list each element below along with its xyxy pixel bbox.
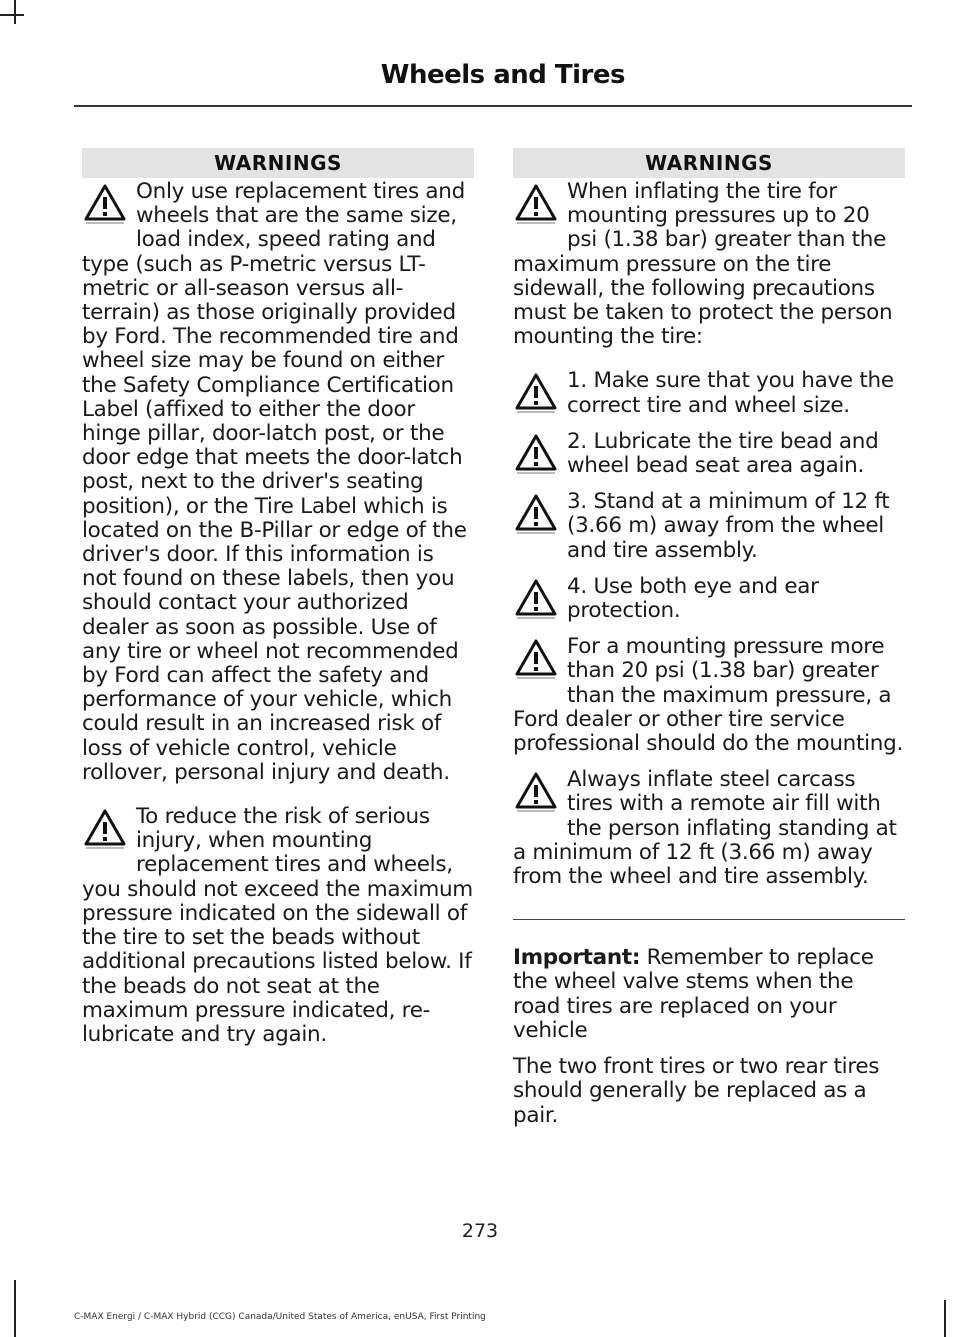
warning-triangle-icon <box>513 181 561 229</box>
header-divider <box>74 105 912 107</box>
warnings-heading: WARNINGS <box>82 148 474 178</box>
warning-triangle-icon <box>513 769 561 817</box>
warning-item <box>513 635 905 756</box>
warning-triangle-icon <box>82 181 130 229</box>
warning-text: To reduce the risk of serious injury, when mounting replacement tires and wheels, you should not exceed the maximum pressure indicated on the sidewall of the tire to set the beads without additional precautions listed below. If the beads do not seat at the maximum pressure indicated, re-lubricate and try again. <box>82 804 473 1047</box>
warning-triangle-icon <box>82 806 130 854</box>
warning-text: 4. Use both eye and ear protection. <box>567 573 819 624</box>
important-note <box>513 946 905 1043</box>
page-number: 273 <box>461 1220 499 1242</box>
crop-mark <box>0 14 24 16</box>
important-text: Remember to replace the wheel valve stems when the road tires are replaced on your vehicle <box>513 945 874 1043</box>
warning-triangle-icon <box>513 431 561 479</box>
warning-text: For a mounting pressure more than 20 psi (1.38 bar) greater than the maximum pressure, a Ford dealer or other tire service professional should do the mounting. <box>513 634 903 757</box>
warning-text: 2. Lubricate the tire bead and wheel bead seat area again. <box>567 428 879 479</box>
closing-paragraph: The two front tires or two rear tires should generally be replaced as a pair. <box>513 1054 880 1128</box>
warning-text: When inflating the tire for mounting pressures up to 20 psi (1.38 bar) greater than the maximum pressure on the tire sidewall, the following precautions must be taken to protect the person mounting the tire: <box>513 179 893 350</box>
warning-text: Only use replacement tires and wheels that are the same size, load index, speed rating and type (such as P-metric versus LT-metric or all-season versus all-terrain) as those originally provided by Ford. The recommended tire and wheel size may be found on either the Safety Compliance Certification Label (affixed to either the door hinge pillar, door-latch post, or the door edge that meets the door-latch post, next to the driver's seating position), or the Tire Label which is located on the B-Pillar or edge of the driver's door. If this information is not found on these labels, then you should contact your authorized dealer as soon as possible. Use of any tire or wheel not recommended by Ford can affect the safety and performance of your vehicle, which could result in an increased risk of loss of vehicle control, vehicle rollover, personal injury and death. <box>82 179 467 785</box>
warning-item <box>82 180 474 785</box>
warning-text: 3. Stand at a minimum of 12 ft (3.66 m) away from the wheel and tire assembly. <box>567 489 890 563</box>
warning-triangle-icon <box>513 576 561 624</box>
crop-mark <box>14 0 16 24</box>
warnings-heading: WARNINGS <box>513 148 905 178</box>
important-label: Important: <box>513 945 641 971</box>
warning-triangle-icon <box>513 636 561 684</box>
left-column <box>82 148 474 1047</box>
warning-triangle-icon <box>513 491 561 539</box>
section-divider <box>513 919 905 920</box>
crop-mark <box>14 1280 16 1337</box>
warning-item <box>82 805 474 1047</box>
warning-item <box>513 490 905 563</box>
page-title: Wheels and Tires <box>380 60 625 90</box>
warning-item <box>513 768 905 889</box>
warning-triangle-icon <box>513 370 561 418</box>
warning-item <box>513 369 905 417</box>
warning-text: Always inflate steel carcass tires with a remote air fill with the person inflating standing at a minimum of 12 ft (3.66 m) away from the wheel and tire assembly. <box>513 767 897 890</box>
warning-item <box>513 180 905 349</box>
warning-text: 1. Make sure that you have the correct tire and wheel size. <box>567 368 894 418</box>
warning-item <box>513 430 905 478</box>
right-column <box>513 148 905 1140</box>
footer-text: C-MAX Energi / C-MAX Hybrid (CCG) Canada/United States of America, enUSA, First Printing <box>74 1312 486 1322</box>
crop-mark <box>944 1300 946 1337</box>
warning-item <box>513 575 905 623</box>
